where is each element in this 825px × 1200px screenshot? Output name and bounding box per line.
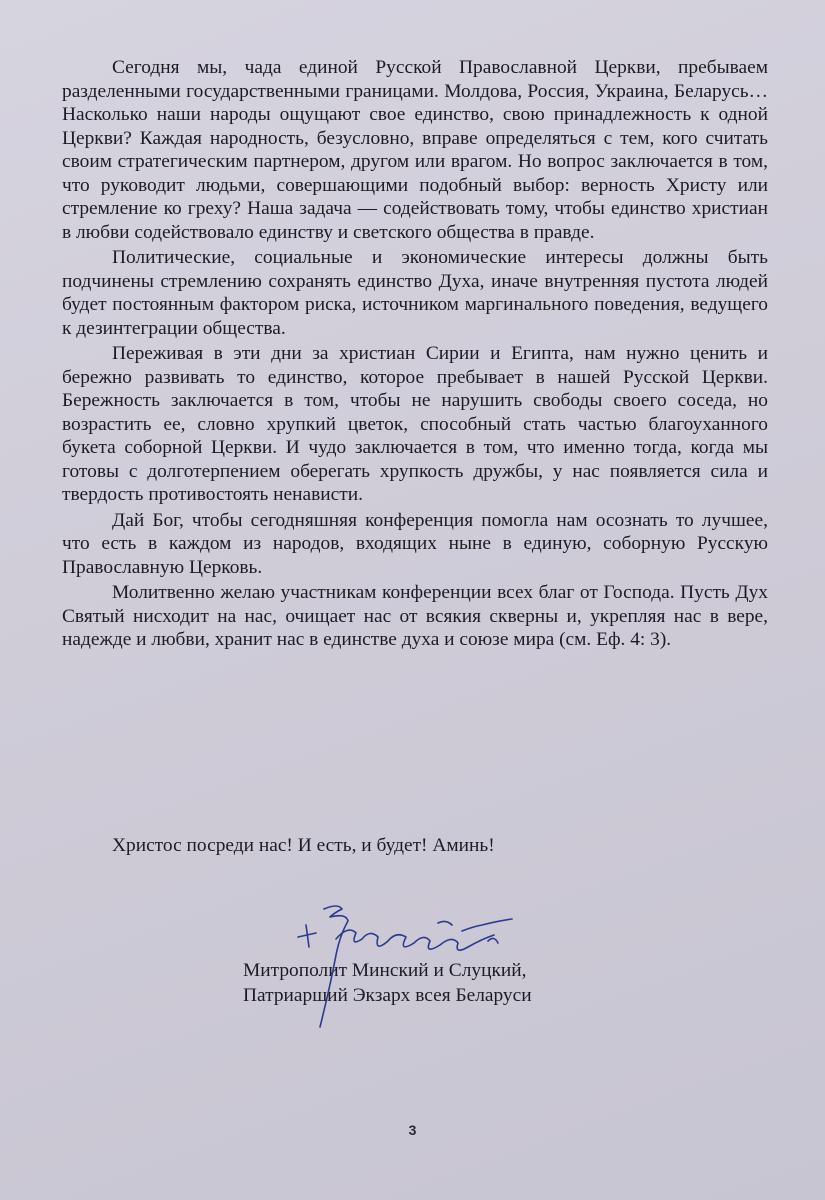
paragraph-2: Политические, социальные и экономические интересы должны быть подчинены стремлению сохранять единство Духа, иначе внутренняя пустота людей будет постоянным фактором риска, источником маргинального поведения, ведущего к дезинтеграции общества. (62, 247, 768, 339)
signatory-title: Митрополит Минский и Слуцкий, (243, 960, 527, 981)
paragraph-3: Переживая в эти дни за христиан Сирии и Египта, нам нужно ценить и бережно развивать то единство, которое пребывает в нашей Русской Церкви. Бережность заключается в том, чтобы не нарушить свободы своего соседа, но возрастить ее, словно хрупкий цветок, способный стать частью благоуханного букета соборной Церкви. И чудо заключается в том, что именно тогда, когда мы готовы с долготерпением оберегать хрупкость дружбы, у нас появляется сила и твердость противостоять ненависти. (62, 343, 768, 505)
signatory-position: Патриарший Экзарх всея Беларуси (243, 985, 532, 1006)
paragraph-1: Сегодня мы, чада единой Русской Православной Церкви, пребываем разделенными государственными границами. Молдова, Россия, Украина, Беларусь… Насколько наши народы ощущают свое единство, свою принадлежность к одной Церкви? Каждая народность, безусловно, вправе определяться с тем, кого считать своим стратегическим партнером, другом или врагом. Но вопрос заключается в том, что руководит людьми, совершающими подобный выбор: верность Христу или стремление ко греху? Наша задача — содействовать тому, чтобы единство христиан в любви содействовало единству и светского общества в правде. (62, 57, 768, 243)
letter-body (62, 56, 768, 654)
paragraph-4: Дай Бог, чтобы сегодняшняя конференция помогла нам осознать то лучшее, что есть в каждом из народов, входящих ныне в единую, соборную Русскую Православную Церковь. (62, 509, 768, 578)
paragraph-5: Молитвенно желаю участникам конференции всех благ от Господа. Пусть Дух Святый нисходит на нас, очищает нас от всякия скверны и, укрепляя нас в вере, надежде и любви, хранит нас в единстве духа и союзе мира (см. Еф. 4: 3). (62, 582, 768, 650)
closing-greeting: Христос посреди нас! И есть, и будет! Аминь! (112, 835, 495, 856)
page-number: 3 (408, 1122, 417, 1138)
handwritten-signature (290, 895, 530, 1035)
